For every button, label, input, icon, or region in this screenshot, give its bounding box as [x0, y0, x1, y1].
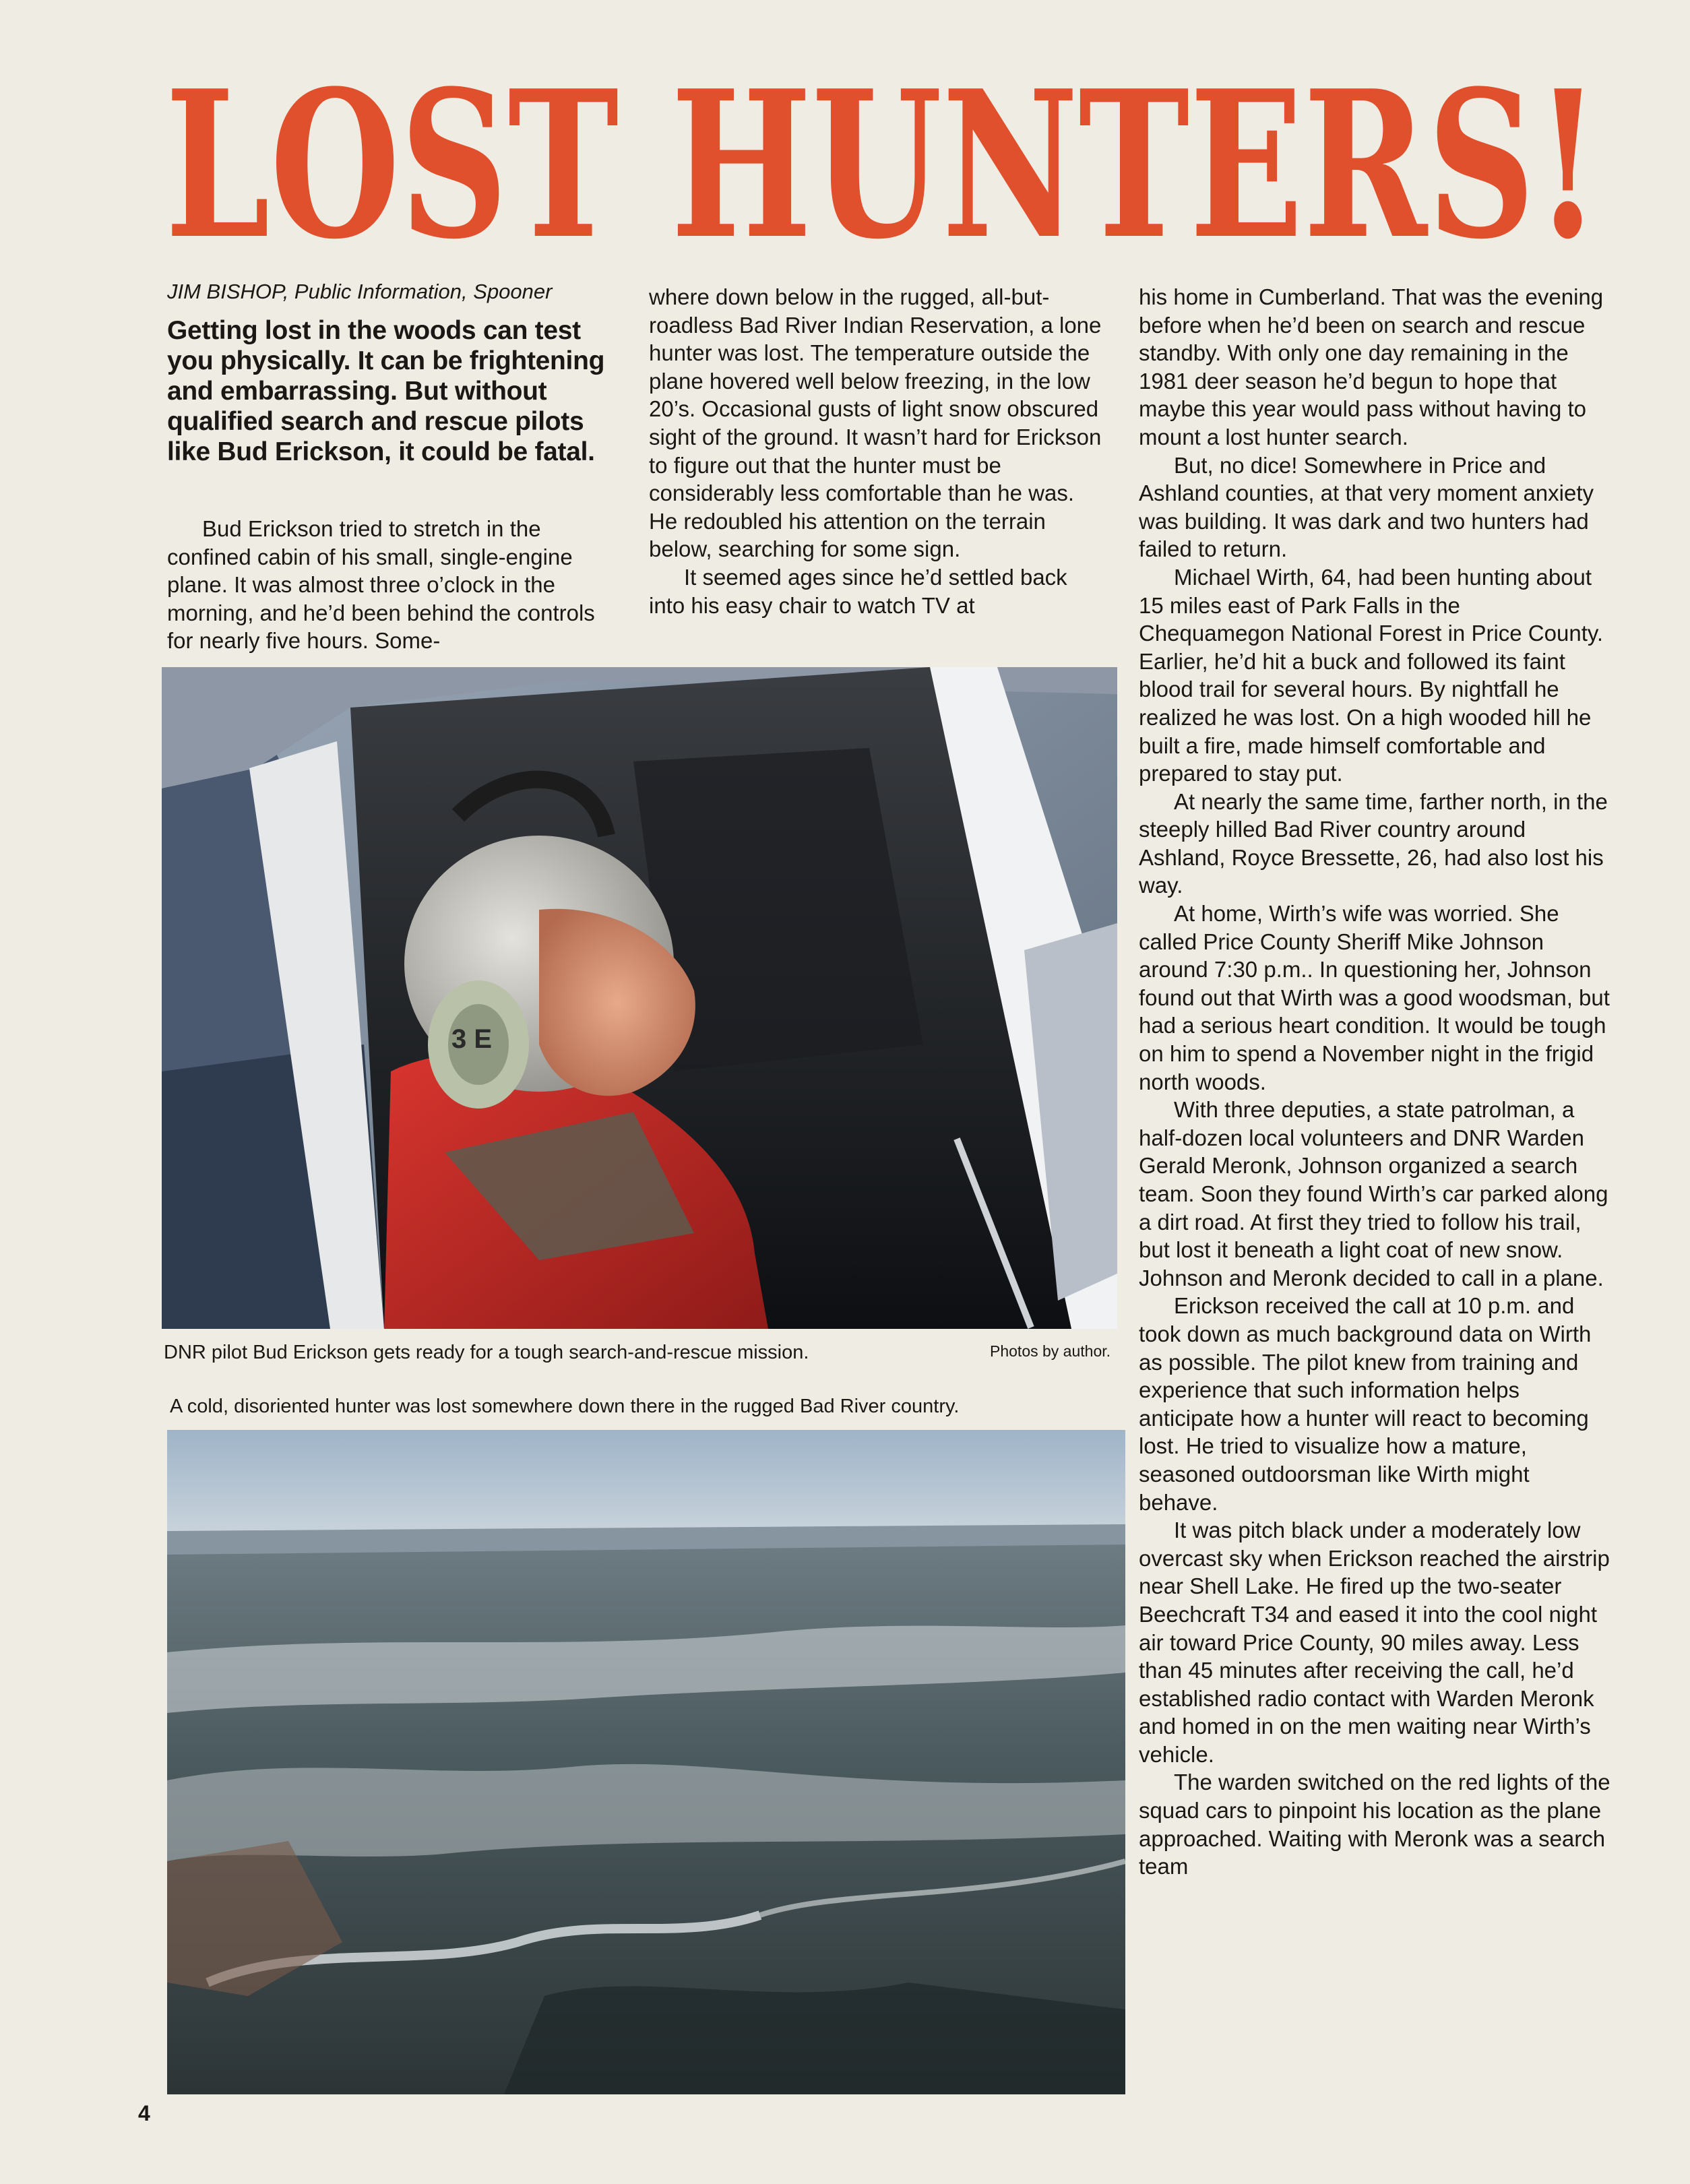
article-column-1: [167, 515, 625, 655]
paragraph: It was pitch black under a moderately low overcast sky when Erickson reached the airstrip near Shell Lake. He fired up the two-seater Beechcraft T34 and eased it into the cool night air toward Price County, 90 miles away. Less than 45 minutes after receiving the call, he’d established radio contact with Warden Meronk and homed in on the men waiting near Wirth’s vehicle.: [1139, 1518, 1610, 1767]
paragraph: his home in Cumberland. That was the evening before when he’d been on search and rescue standby. With only one day remaining in the 1981 deer season he’d begun to hope that maybe this year would pass without having to mount a lost hunter search.: [1139, 284, 1604, 449]
page-number: 4: [138, 2101, 150, 2125]
cockpit-photo: [162, 667, 1117, 1329]
paragraph: Michael Wirth, 64, had been hunting about 15 miles east of Park Falls in the Chequamegon National Forest in Price County. Earlier, he’d hit a buck and followed its faint blood trail for several hours. By nightfall he realized he was lost. On a high wooded hill he built a fire, made himself comfortable and prepared to stay put.: [1139, 564, 1604, 786]
headset-label: 3 E: [451, 1024, 493, 1054]
byline: JIM BISHOP, Public Information, Spooner: [167, 280, 553, 303]
paragraph: The warden switched on the red lights of the squad cars to pinpoint his location as the plane approached. Waiting with Meronk was a search team: [1139, 1770, 1610, 1879]
paragraph: Erickson received the call at 10 p.m. and took down as much background data on Wirth as possible. The pilot knew from training and experience that such information helps anticipate how a hunter will react to becoming lost. He tried to visualize how a mature, seasoned outdoorsman like Wirth might behave.: [1139, 1293, 1592, 1515]
headline: LOST HUNTERS!: [165, 46, 1601, 284]
cockpit-caption: DNR pilot Bud Erickson gets ready for a tough search-and-rescue mission.: [164, 1342, 809, 1363]
photo-credit: Photos by author.: [990, 1342, 1111, 1360]
aerial-caption: A cold, disoriented hunter was lost somewhere down there in the rugged Bad River country.: [170, 1396, 960, 1417]
paragraph: But, no dice! Somewhere in Price and Ashland counties, at that very moment anxiety was building. It was dark and two hunters had failed to return.: [1139, 452, 1594, 562]
paragraph: Bud Erickson tried to stretch in the confined cabin of his small, single-engine plane. It was almost three o’clock in the morning, and he’d been behind the controls for nearly five hours. Some-: [167, 516, 595, 654]
paragraph: At home, Wirth’s wife was worried. She called Price County Sheriff Mike Johnson around 7:30 p.m.. In questioning her, Johnson found out that Wirth was a good woodsman, but had a serious heart condition. It would be tough on him to spend a November night in the frigid north woods.: [1139, 901, 1610, 1094]
aerial-landscape-photo: [167, 1430, 1125, 2094]
paragraph: At nearly the same time, farther north, in the steeply hilled Bad River country around Ashland, Royce Bressette, 26, had also lost his way.: [1139, 788, 1608, 898]
paragraph: It seemed ages since he’d settled back into his easy chair to watch TV at: [649, 564, 1067, 618]
article-column-2: [649, 283, 1107, 619]
deck-summary: Getting lost in the woods can test you physically. It can be frightening and embarrassing. But without qualified search and rescue pilots like Bud Erickson, it could be fatal.: [167, 316, 605, 466]
paragraph: where down below in the rugged, all-but-roadless Bad River Indian Reservation, a lone hunter was lost. The temperature outside the plane hovered well below freezing, in the low 20’s. Occasional gusts of light snow obscured sight of the ground. It wasn’t hard for Erickson to figure out that the hunter must be considerably less comfortable than he was. He redoubled his attention on the terrain below, searching for some sign.: [649, 284, 1102, 562]
article-column-3: [1139, 283, 1610, 1881]
paragraph: With three deputies, a state patrolman, a half-dozen local volunteers and DNR Warden Gerald Meronk, Johnson organized a search team. Soon they found Wirth’s car parked along a dirt road. At first they tried to follow his trail, but lost it beneath a light coat of new snow. Johnson and Meronk decided to call in a plane.: [1139, 1097, 1608, 1290]
